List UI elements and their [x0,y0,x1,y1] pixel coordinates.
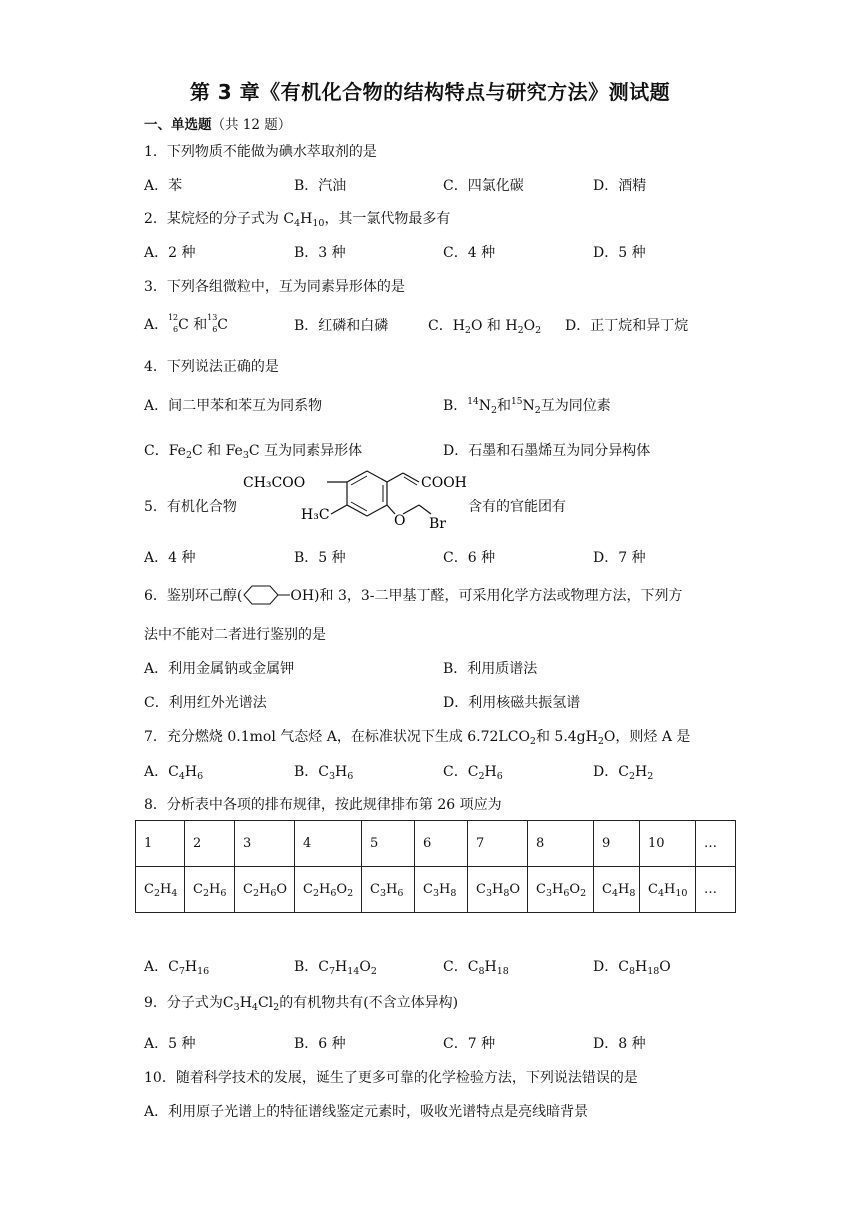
q8-option-d: D．$C_8H_{18}O$ [593,959,671,977]
q5-option-a: A．4 种 [144,550,196,566]
question-5-stem-pre: 5．有机化合物 [144,499,237,515]
table-cell: … [696,821,736,867]
q5-option-b: B．5 种 [294,550,346,566]
q3-option-c: C．$H_2O$ 和 $H_2O_2$ [428,318,542,336]
q4-option-c: C．$Fe_2C$ 和 $Fe_3C$ 互为同素异形体 [144,443,363,461]
q6-option-d: D．利用核磁共振氢谱 [443,695,581,711]
table-cell: 8 [528,821,594,867]
page-title: 第 3 章《有机化合物的结构特点与研究方法》测试题 [189,80,671,104]
q6-option-a: A．利用金属钠或金属钾 [144,661,295,677]
question-6-stem-line1: 6．鉴别环己醇( OH)和 3，3-二甲基丁醛，可采用化学方法或物理方法，下列方 [144,585,683,605]
struct-label-carboxyl: COOH [421,475,467,491]
q1-option-b: B．汽油 [294,178,347,194]
table-cell: $C_2H_6O$ [235,867,295,913]
table-row [136,867,736,913]
table-cell: 1 [136,821,185,867]
table-cell: 2 [185,821,235,867]
table-cell: 3 [235,821,295,867]
table-cell: $C_3H_6$ [362,867,415,913]
q5-option-d: D．7 种 [593,550,646,566]
table-cell: 10 [640,821,696,867]
q6-option-b: B．利用质谱法 [443,661,538,677]
table-cell: $C_4H_{10}$ [640,867,696,913]
q6-option-c: C．利用红外光谱法 [144,695,267,711]
q7-option-d: D．$C_2H_2$ [593,764,654,782]
struct-label-oxygen: O [394,513,406,529]
table-row [136,821,736,867]
q9-option-b: B．6 种 [294,1036,346,1052]
section-count: （共 12 题） [211,117,292,133]
question-2-stem: 2．某烷烃的分子式为 $C_4H_{10}$，其一氯代物最多有 [144,211,451,229]
molecule-structure-svg [243,468,473,534]
q9-option-c: C．7 种 [443,1036,496,1052]
table-cell: 4 [295,821,362,867]
q2-option-d: D．5 种 [593,245,646,261]
table-cell: $C_2H_6O_2$ [295,867,362,913]
q1-option-d: D．酒精 [593,178,647,194]
q8-option-c: C．$C_8H_{18}$ [443,959,509,977]
q4-option-d: D．石墨和石墨烯互为同分异构体 [443,443,651,459]
table-cell: 5 [362,821,415,867]
table-cell: $C_2H_4$ [136,867,185,913]
table-cell: $C_3H_8O$ [468,867,528,913]
table-cell: 7 [468,821,528,867]
q3-option-a: A． 12 6 C 和 13 6 C [144,313,229,334]
q9-option-d: D．8 种 [593,1036,646,1052]
structure-formula-image [243,468,473,538]
q2-option-a: A．2 种 [144,245,196,261]
table-cell: $C_4H_8$ [594,867,640,913]
struct-label-methyl: H₃C [301,507,330,523]
q7-option-c: C．$C_2H_6$ [443,764,503,782]
q2-option-c: C．4 种 [443,245,496,261]
question-3-stem: 3．下列各组微粒中，互为同素异形体的是 [144,279,405,295]
q10-option-a: A．利用原子光谱上的特征谱线鉴定元素时，吸收光谱特点是亮线暗背景 [144,1104,589,1120]
cyclohexane-ring-icon [242,585,290,605]
question-5-stem-post: 含有的官能团有 [468,499,566,515]
question-9-stem: 9．分子式为$C_3H_4Cl_2$的有机物共有(不含立体异构) [144,995,459,1013]
question-1-stem: 1．下列物质不能做为碘水萃取剂的是 [144,144,377,160]
section-label: 一、单选题 [144,117,212,133]
struct-label-acetoxy: CH₃COO [243,475,306,491]
q4-option-a: A．间二甲苯和苯互为同系物 [144,398,323,414]
question-4-stem: 4．下列说法正确的是 [144,359,279,375]
q8-option-a: A．$C_7H_{16}$ [144,959,210,977]
question-6-stem-line2: 法中不能对二者进行鉴别的是 [144,627,326,643]
struct-label-bromine: Br [429,516,446,532]
q9-option-a: A．5 种 [144,1036,196,1052]
table-cell: $C_3H_6O_2$ [528,867,594,913]
q3-option-d: D．正丁烷和异丁烷 [565,318,689,334]
table-cell: $C_2H_6$ [185,867,235,913]
table-cell: 9 [594,821,640,867]
q7-option-a: A．$C_4H_6$ [144,764,204,782]
question-10-stem: 10．随着科学技术的发展，诞生了更多可靠的化学检验方法，下列说法错误的是 [144,1070,638,1086]
q2-option-b: B．3 种 [294,245,346,261]
q3-option-b: B．红磷和白磷 [294,318,389,334]
question-7-stem: 7．充分燃烧 0.1mol 气态烃 A，在标准状况下生成 $6.72LCO_2$和 $5.4gH_2O$，则烃 A 是 [144,729,691,747]
q5-option-c: C．6 种 [443,550,496,566]
q1-option-c: C．四氯化碳 [443,178,524,194]
section-heading [144,113,291,133]
sequence-table [135,820,736,913]
q8-option-b: B．$C_7H_{14}O_2$ [294,959,377,977]
table-cell: … [696,867,736,913]
table-cell: $C_3H_8$ [415,867,468,913]
q4-option-b: B．$^{14}N_2$和$^{15}N_2$互为同位素 [443,397,611,416]
table-cell: 6 [415,821,468,867]
question-8-stem: 8．分析表中各项的排布规律，按此规律排布第 26 项应为 [144,797,502,813]
q7-option-b: B．$C_3H_6$ [294,764,354,782]
q1-option-a: A．苯 [144,178,183,194]
